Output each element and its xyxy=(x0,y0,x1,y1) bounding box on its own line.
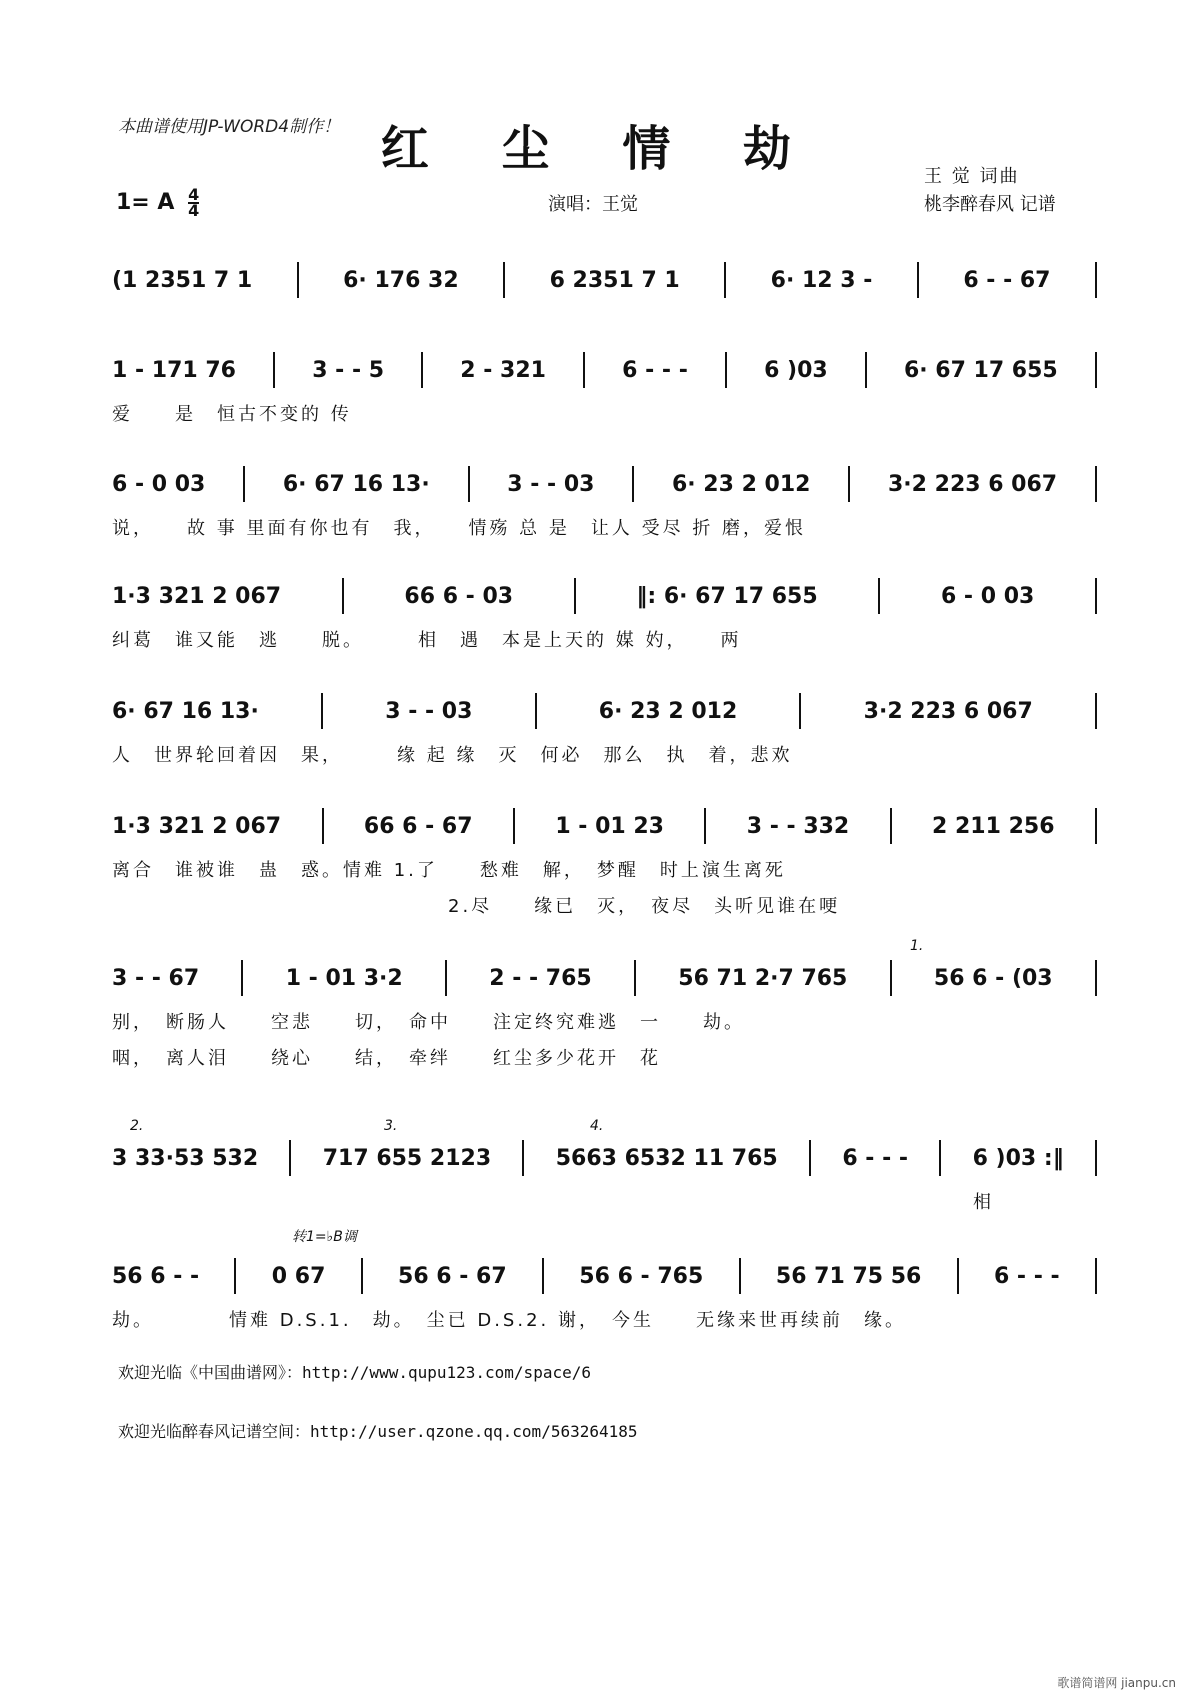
barline xyxy=(890,808,892,844)
barline xyxy=(273,352,275,388)
barline xyxy=(725,352,727,388)
barline xyxy=(321,693,323,729)
barline xyxy=(322,808,324,844)
measure: 6 - - - xyxy=(622,357,688,383)
measure: 6· 67 17 655 xyxy=(903,357,1058,383)
barline xyxy=(361,1258,363,1294)
lyric-line: 纠葛 谁又能 逃 脱。 相 遇 本是上天的 媒 妁， 两 xyxy=(112,630,742,651)
modulation-mark: 转1=♭B调 xyxy=(292,1229,357,1245)
measure: 56 6 - 67 xyxy=(398,1263,507,1289)
barline xyxy=(917,262,919,298)
barline xyxy=(342,578,344,614)
barline xyxy=(289,1140,291,1176)
measure: 1 - 01 3·2 xyxy=(285,965,403,991)
notes-line xyxy=(112,693,1097,729)
notes-line xyxy=(112,1140,1097,1176)
barline xyxy=(724,262,726,298)
barline xyxy=(234,1258,236,1294)
barline xyxy=(542,1258,544,1294)
barline xyxy=(799,693,801,729)
notes-line xyxy=(112,808,1097,844)
barline xyxy=(535,693,537,729)
barline xyxy=(1095,808,1097,844)
measure: 3 - - 5 xyxy=(312,357,385,383)
barline xyxy=(1095,466,1097,502)
lyric-line: 2.尽 缘已 灭， 夜尽 头听见谁在哽 xyxy=(112,896,841,917)
barline xyxy=(1095,578,1097,614)
measure: 3 33·53 532 xyxy=(112,1145,259,1171)
measure: 56 6 - - xyxy=(112,1263,200,1289)
key-signature xyxy=(116,185,200,220)
measure: 66 6 - 67 xyxy=(363,813,473,839)
barline xyxy=(522,1140,524,1176)
barline xyxy=(809,1140,811,1176)
lyric-line: 别， 断肠人 空悲 切， 命中 注定终究难逃 一 劫。 xyxy=(112,1012,745,1033)
measure: 6 2351 7 1 xyxy=(549,267,680,293)
barline xyxy=(574,578,576,614)
barline xyxy=(1095,693,1097,729)
footer-link-qzone[interactable]: 欢迎光临醉春风记谱空间：http://user.qzone.qq.com/563264185 xyxy=(118,1422,638,1441)
barline xyxy=(1095,1140,1097,1176)
measure: 3 - - 332 xyxy=(746,813,850,839)
measure: 56 71 2·7 765 xyxy=(678,965,848,991)
barline xyxy=(865,352,867,388)
barline xyxy=(632,466,634,502)
notes-line xyxy=(112,1258,1097,1294)
singer-credit: 演唱：王觉 xyxy=(548,194,638,215)
notes-line xyxy=(112,960,1097,996)
lyric-line: 咽， 离人泪 绕心 结， 牵绊 红尘多少花开 花 xyxy=(112,1048,661,1069)
watermark: 歌谱简谱网 jianpu.cn xyxy=(1057,1676,1176,1690)
lyric-line: 说， 故 事 里面有你也有 我， 情殇 总 是 让人 受尽 折 磨，爱恨 xyxy=(112,518,807,539)
measure: 6 - - - xyxy=(842,1145,908,1171)
ending-4-label: 4. xyxy=(590,1118,604,1134)
barline xyxy=(1095,960,1097,996)
measure: 0 67 xyxy=(271,1263,326,1289)
measure: 1 - 171 76 xyxy=(112,357,236,383)
lyric-line: 爱 是 恒古不变的 传 xyxy=(112,404,352,425)
measure: 1·3 321 2 067 xyxy=(112,583,282,609)
measure: 6· 12 3 - xyxy=(770,267,873,293)
barline xyxy=(583,352,585,388)
barline xyxy=(739,1258,741,1294)
measure: 6· 23 2 012 xyxy=(598,698,738,724)
measure: 56 6 - 765 xyxy=(579,1263,704,1289)
barline xyxy=(1095,352,1097,388)
measure: 3 - - 03 xyxy=(507,471,595,497)
measure: 56 6 - (03 xyxy=(933,965,1053,991)
ending-3-label: 3. xyxy=(384,1118,398,1134)
barline xyxy=(421,352,423,388)
barline xyxy=(634,960,636,996)
notes-line xyxy=(112,466,1097,502)
barline xyxy=(878,578,880,614)
measure: 3·2 223 6 067 xyxy=(863,698,1033,724)
barline xyxy=(890,960,892,996)
barline xyxy=(939,1140,941,1176)
measure: 6 )03 :‖ xyxy=(972,1145,1064,1171)
footer-link-qupu[interactable]: 欢迎光临《中国曲谱网》：http://www.qupu123.com/space/6 xyxy=(118,1363,591,1382)
barline xyxy=(848,466,850,502)
measure: 6 - 0 03 xyxy=(112,471,206,497)
measure: 717 655 2123 xyxy=(322,1145,492,1171)
barline xyxy=(513,808,515,844)
measure: 6· 67 16 13· xyxy=(282,471,430,497)
key-label: 1= A xyxy=(116,190,175,215)
measure: 6 - - - xyxy=(993,1263,1060,1289)
barline xyxy=(297,262,299,298)
time-signature xyxy=(188,185,200,220)
measure: 1·3 321 2 067 xyxy=(112,813,282,839)
notes-line xyxy=(112,352,1097,388)
barline xyxy=(241,960,243,996)
notes-line xyxy=(112,578,1097,614)
time-numerator: 4 xyxy=(188,185,200,204)
transcriber-credit: 桃李醉春风 记谱 xyxy=(924,194,1056,215)
measure: ‖: 6· 67 17 655 xyxy=(636,583,818,609)
lyric-line: 离合 谁被谁 蛊 惑。情难 1.了 愁难 解， 梦醒 时上演生离死 xyxy=(112,860,786,881)
barline xyxy=(243,466,245,502)
lyric-line: 人 世界轮回着因 果， 缘 起 缘 灭 何必 那么 执 着，悲欢 xyxy=(112,745,793,766)
measure: 6 )03 xyxy=(764,357,828,383)
measure: 3·2 223 6 067 xyxy=(888,471,1058,497)
measure: 5663 6532 11 765 xyxy=(555,1145,778,1171)
barline xyxy=(468,466,470,502)
measure: 2 211 256 xyxy=(932,813,1055,839)
barline xyxy=(503,262,505,298)
measure: 2 - 321 xyxy=(460,357,546,383)
measure: 6 - - 67 xyxy=(963,267,1051,293)
barline xyxy=(957,1258,959,1294)
lyricist-credit: 王 觉 词曲 xyxy=(924,166,1020,187)
measure: 6 - 0 03 xyxy=(940,583,1035,609)
measure: 6· 23 2 012 xyxy=(671,471,811,497)
measure: 2 - - 765 xyxy=(489,965,592,991)
barline xyxy=(704,808,706,844)
measure: 1 - 01 23 xyxy=(555,813,664,839)
measure: 6· 176 32 xyxy=(343,267,459,293)
measure: 66 6 - 03 xyxy=(404,583,514,609)
ending-1-label: 1. xyxy=(910,938,924,954)
barline xyxy=(1095,1258,1097,1294)
time-denominator: 4 xyxy=(188,201,200,220)
maker-note: 本曲谱使用JP-WORD4制作！ xyxy=(118,117,341,137)
lyric-line: 相 xyxy=(112,1192,994,1213)
barline xyxy=(1095,262,1097,298)
ending-2-label: 2. xyxy=(130,1118,144,1134)
measure: 3 - - 03 xyxy=(385,698,473,724)
measure: 6· 67 16 13· xyxy=(112,698,259,724)
measure: (1 2351 7 1 xyxy=(112,267,253,293)
song-title: 红 尘 情 劫 xyxy=(380,121,820,177)
measure: 56 71 75 56 xyxy=(775,1263,922,1289)
lyric-line: 劫。 情难 D.S.1. 劫。 尘已 D.S.2. 谢， 今生 无缘来世再续前 缘。 xyxy=(112,1310,906,1331)
notes-line xyxy=(112,262,1097,298)
barline xyxy=(445,960,447,996)
measure: 3 - - 67 xyxy=(112,965,200,991)
